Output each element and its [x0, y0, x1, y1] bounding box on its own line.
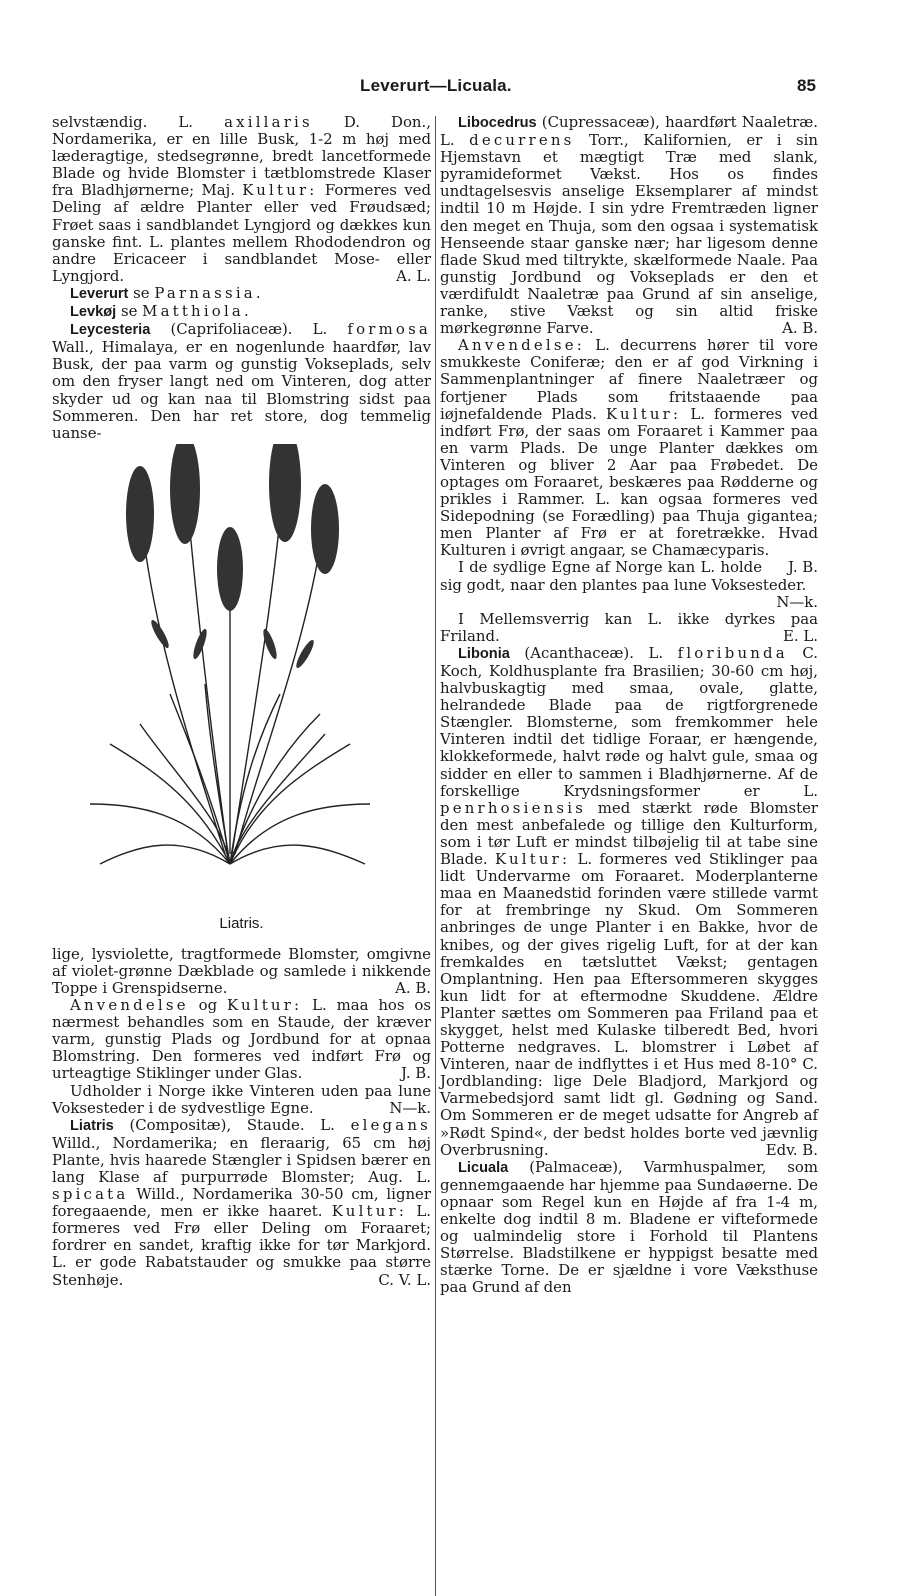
figure-caption: Liatris.: [219, 914, 264, 932]
headword: Liatris: [70, 1117, 114, 1134]
entry-leverurt: Leverurt se Parnassia.: [70, 283, 264, 302]
author-signature: N—k.: [776, 592, 818, 611]
entry-continuation-leycesteria: lige, lysviolette, tragtformede Blomster, omgivne af violet-grønne Dækblade og samlede i nikkende Toppe i Grenspidserne. A. B.: [52, 944, 431, 997]
headword: Leycesteria: [70, 322, 151, 339]
headword: Libocedrus: [458, 115, 537, 131]
headword: Leverurt: [70, 285, 129, 302]
author-signature: J. B.: [401, 1064, 431, 1083]
entry-anvendelse: Anvendelse: L. decurrens hører til vore smukkeste Coniferæ; den er af god Virkning i Sammenplantninger af finere Naaletræer og fortjener Plads som fritstaaende paa iøjnefaldende Plads. Kultur: L. formeres ved indført Frø, der saas om Foraaret i Kammer paa en varm Plads. De unge Planter dækkes om Vinteren og bliver 2 Aar paa Frøbedet. De optages om Foraaret, beskæres paa Rødderne og prikles i Rammer. L. kan ogsaa formeres ved Sidepodning (se Forædling) paa Thuja gigantea; men Planter af Frø er at foretrække. Hvad Kulturen i øvrigt angaar, se Chamæcyparis. J. B.: [440, 336, 818, 577]
page-number: 85: [797, 76, 816, 95]
author-signature: A. B.: [782, 319, 818, 338]
entry-norway-note: Udholder i Norge ikke Vinteren uden paa lune Voksesteder i de sydvestlige Egne. N—k.: [52, 1081, 431, 1117]
liatris-illustration: [52, 444, 431, 946]
running-title: Leverurt—Licuala.: [360, 76, 512, 95]
entry-norway-note: I de sydlige Egne af Norge kan L. holde sig godt, naar den plantes paa lune Voksesteder.: [440, 558, 807, 594]
entry-continuation-leucothoe: selvstændig. L. axillaris D. Don., Nordamerika, er en lille Busk, 1-2 m høj med læderagtige, stedsegrønne, bredt lancetformede Blade og hvide Blomster i tætblomstrede Klaser fra Bladhjørnerne; Maj. Kultur: Formeres ved Deling af ældre Planter eller ved Frøudsæd; Frøet saas i sandblandet Lyngjord og dækkes kun ganske fint. L. plantes mellem Rhododendron og andre Ericaceer i sandblandet Mose- eller Lyngjord. A. L.: [52, 113, 432, 285]
headword: Levkøj: [70, 304, 117, 321]
headword: Libonia: [458, 645, 510, 662]
liatris-plant-drawing: [80, 444, 380, 884]
entry-libocedrus: Libocedrus (Cupressaceæ), haardført Naaletræ. L. decurrens Torr., Kalifornien, er i sin Hjemstavn et mægtigt Træ med slank, pyramideformet Vækst. Hos os findes undtagelsesvis anselige Eksemplarer af mindst indtil 10 m Højde. I sin ydre Fremtræden ligner den meget en Thuja, som den ogsaa i systematisk Henseende staar ganske nær; har ligesom denne flade Skud med tiltrykte, skælformede Naale. Paa gunstig Jordbund og Vokseplads er den et værdifuldt Naaletræ paa Grund af sin anselige, ranke, stive Vækst og sin altid friske mørkegrønne Farve. A. B.: [440, 113, 818, 338]
author-signature: A. L.: [396, 266, 431, 285]
entry-licuala: Licuala (Palmaceæ), Varmhuspalmer, som gennemgaaende har hjemme paa Sundaøerne. De opnaar som Regel kun en Højde af fra 1-4 m, enkelte dog indtil 8 m. Bladene er vifteformede og ualmindelig store i Forhold til Plantens Størrelse. Bladstilkene er hyppigst besatte med stærke Torne. De er sjældne i vore Væksthuse paa Grund af den: [440, 1157, 818, 1297]
author-signature: J. B.: [788, 558, 818, 577]
entry-liatris: Liatris (Compositæ), Staude. L. elegans Willd., Nordamerika; en fleraarig, 65 cm høj Plante, hvis haarede Stængler i Spidsen bærer en lang Klase af purpurrøde Blomster; Aug. L. spicata Willd., Nordamerika 30-50 cm, ligner foregaaende, men er ikke haaret. Kultur: L. formeres ved Frø eller Deling om Foraaret; fordrer en sandet, kraftig ikke for tør Markjord. L. er gode Rabatstauder og smukke paa større Stenhøje. C. V. L.: [52, 1115, 431, 1289]
entry-leycesteria: Leycesteria (Caprifoliaceæ). L. formosa Wall., Himalaya, er en nogenlunde haardfør, lav Busk, der paa varm og gunstig Vokseplads, selv om den fryser langt ned om Vinteren, dog atter skyder ud og kan naa til Blomstring sidst paa Sommeren. Den har ret store, dog temmelig uanse-: [52, 320, 431, 442]
right-column: [440, 114, 818, 1296]
page-header: [0, 76, 920, 100]
entry-libonia: Libonia (Acanthaceæ). L. floribunda C. Koch, Koldhusplante fra Brasilien; 30-60 cm høj, halvbuskagtig med smaa, ovale, glatte, helrandede Blade paa de rigtforgrenede Stængler. Blomsterne, som fremkommer hele Vinteren indtil det tidlige Foraar, er hængende, klokkeformede, halvt røde og halvt gule, smaa og sidder en eller to sammen i Bladhjørnerne. Af de forskellige Krydsningsformer er L. penrhosiensis med stærkt røde Blomster den mest anbefalede og tillige den Kulturform, som i tør Luft er mindst tilbøjelig til at tabe sine Blade. Kultur: L. formeres ved Stiklinger paa lidt Undervarme om Foraaret. Moderplanterne maa en Maanedstid forinden være stillede varmt for at frembringe ny Skud. Om Sommeren anbringes de unge Planter i en Bakke, hvor de knibes, og der gives rigelig Luft, for at der kan fremkaldes en tætsluttet Vækst; gentagen Omplantning. Hen paa Eftersommeren skygges kun lidt for at eftermodne Skuddene. Ældre Planter sættes om Sommeren paa Friland paa et skygget, helst med Kulaske tilberedt Bed, hvori Potterne nedgraves. L. blomstrer i Løbet af Vinteren, naar de indflyttes i et Hus med 8-10° C. Jordblanding: lige Dele Bladjord, Markjord og Varmebedsjord samt lidt gl. Gødning og Sand. Om Sommeren er de meget udsatte for Angreb af »Rødt Spind«, der bedst holdes borte ved jævnlig Overbrusning. Edv. B.: [440, 643, 818, 1159]
entry-levkoj: Levkøj se Matthiola.: [70, 302, 252, 321]
author-signature: N—k.: [389, 1098, 431, 1117]
headword: Licuala: [458, 1159, 509, 1176]
left-column: [52, 114, 431, 1289]
entry-sweden-note: I Mellemsverrig kan L. ikke dyrkes paa Friland. E. L.: [440, 609, 818, 645]
column-divider: [435, 116, 436, 1596]
entry-anvendelse-kultur: Anvendelse og Kultur: L. maa hos os nærmest behandles som en Staude, der kræver varm, gunstig Plads og Jordbund for at opnaa Blomstring. Den formeres ved indført Frø og urteagtige Stiklinger under Glas. J. B.: [52, 996, 431, 1083]
author-signature: A. B.: [395, 978, 431, 997]
author-signature: E. L.: [783, 626, 818, 645]
author-signature: C. V. L.: [378, 1270, 431, 1289]
author-signature: Edv. B.: [765, 1140, 818, 1159]
